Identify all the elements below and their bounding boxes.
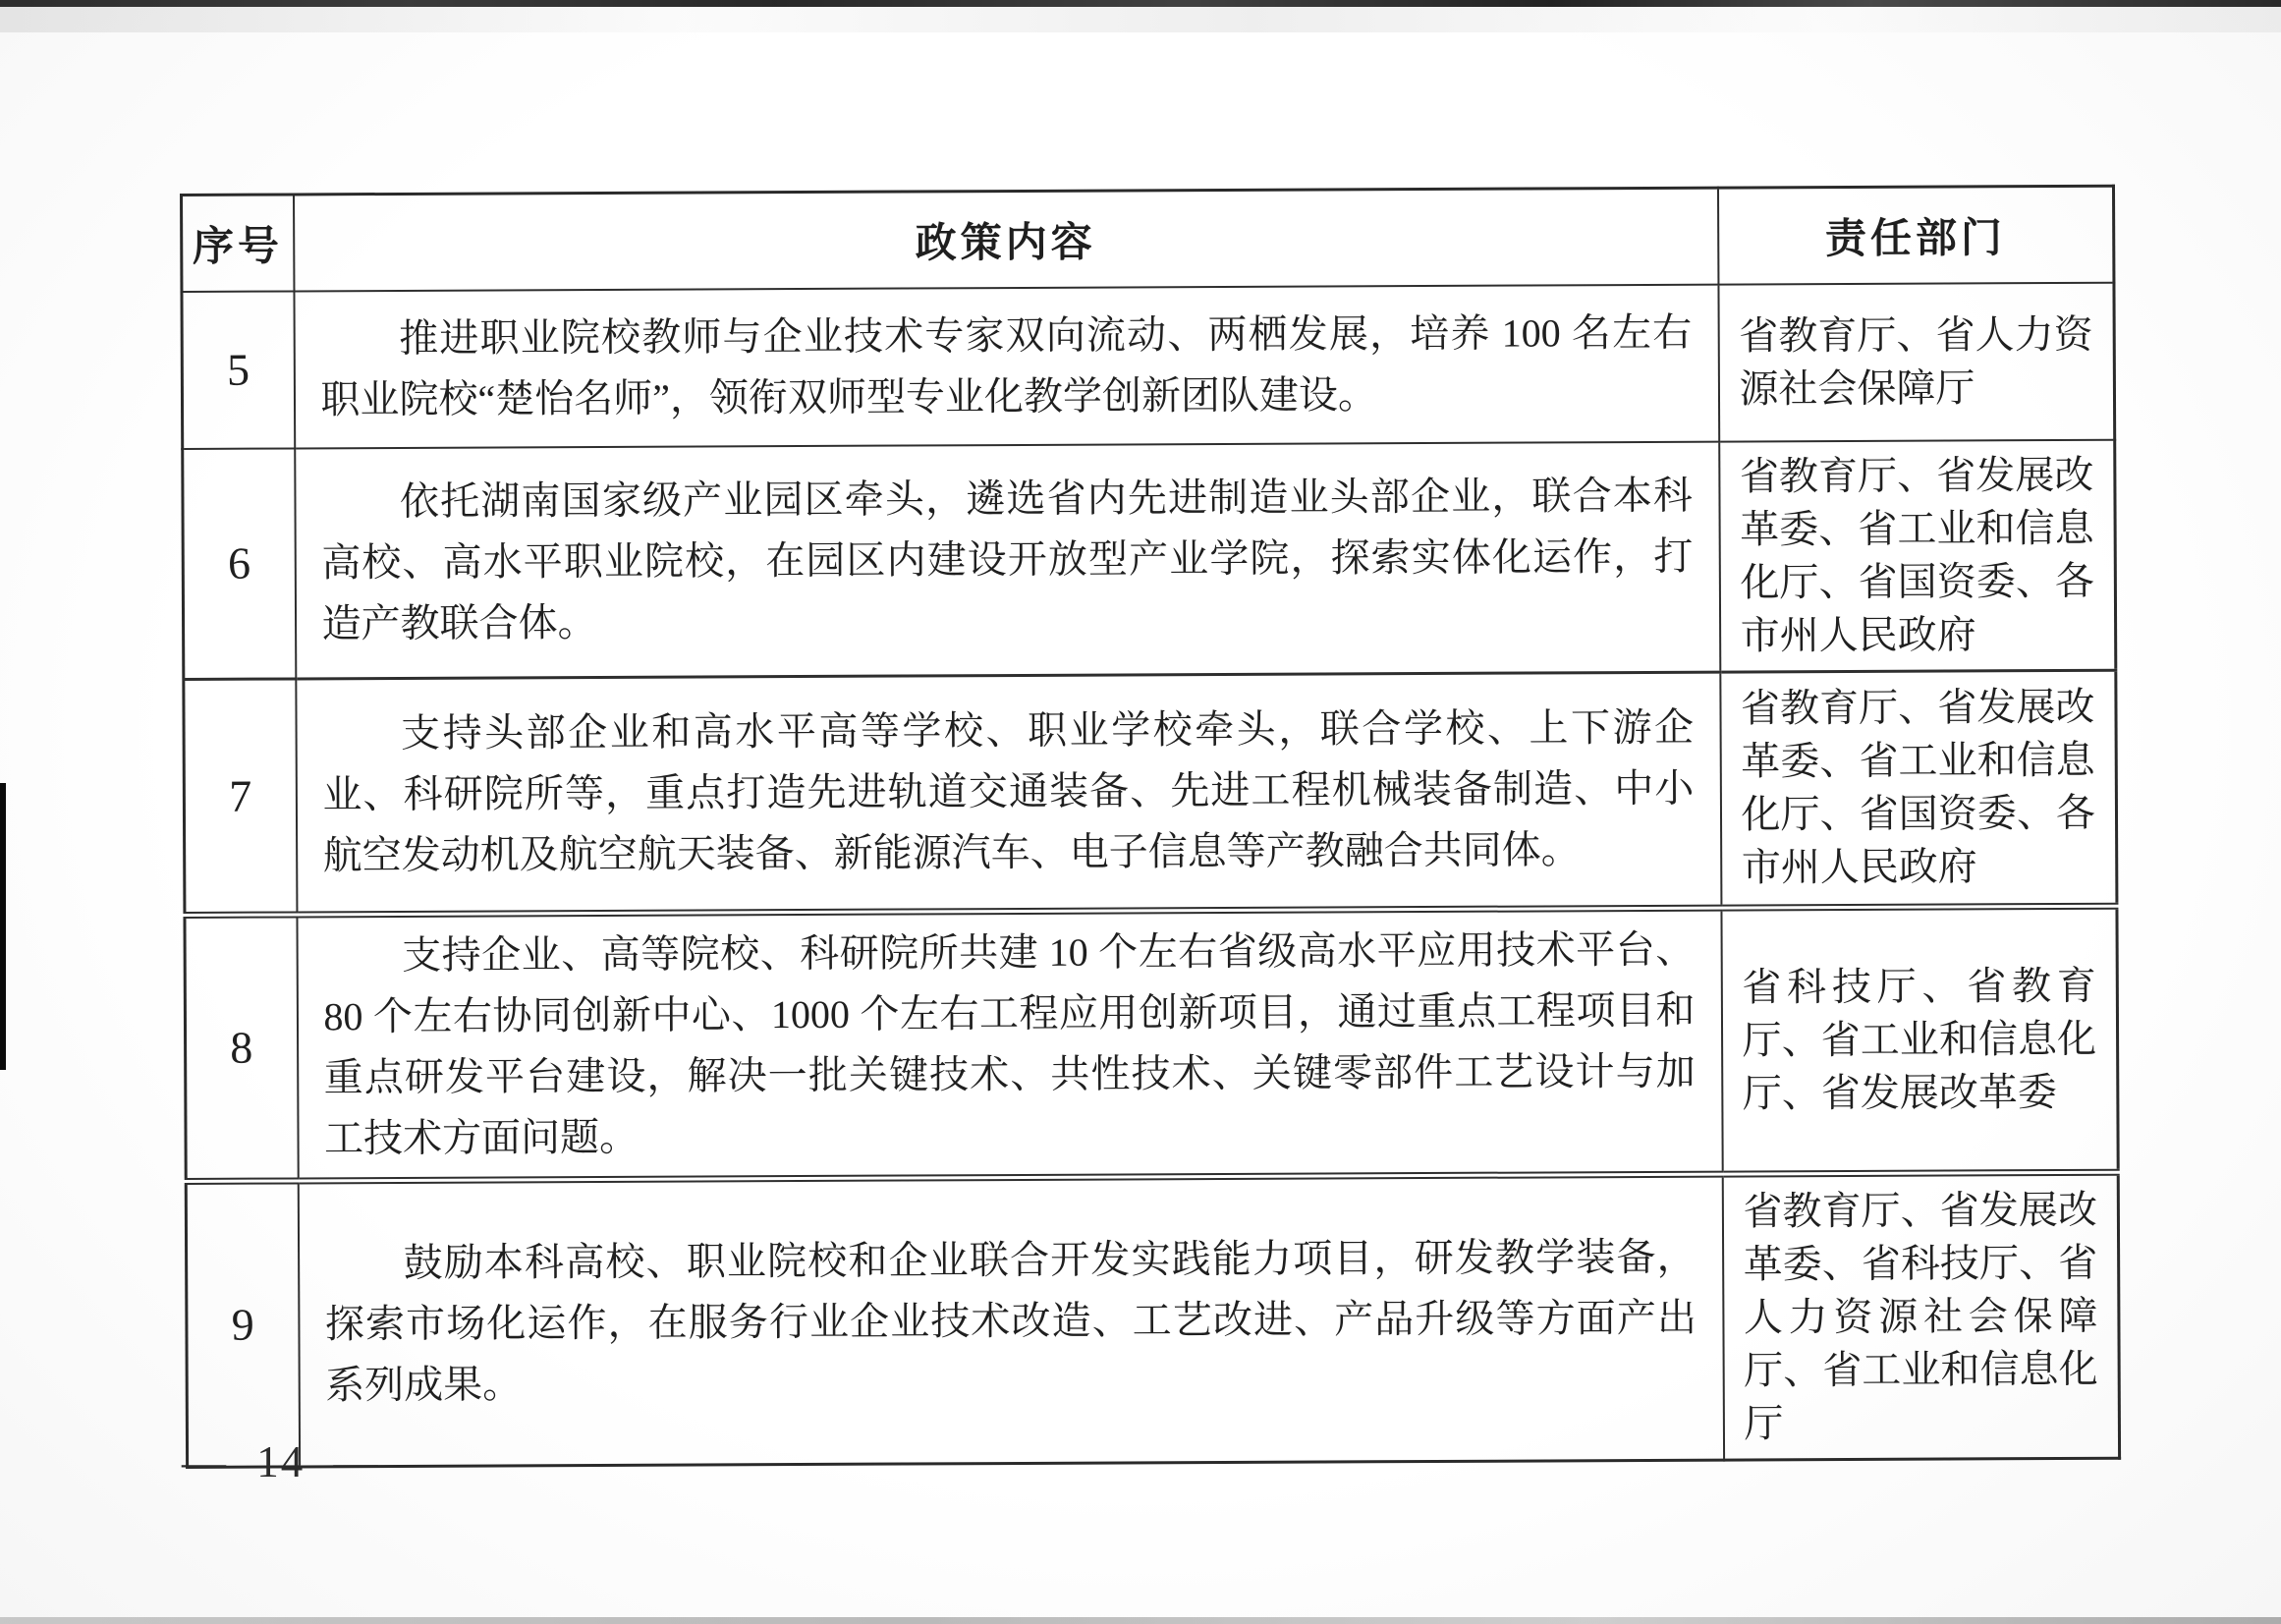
table-row bbox=[182, 282, 2115, 448]
row-department-cell bbox=[1721, 906, 2118, 1174]
table-header-row bbox=[182, 186, 2114, 291]
row-policy-content-cell bbox=[298, 1174, 1723, 1467]
row-department: 省教育厅、省人力资源社会保障厅 bbox=[1739, 311, 2093, 412]
row-index: 5 bbox=[226, 344, 250, 395]
header-department: 责任部门 bbox=[1717, 186, 2113, 284]
row-policy-content: 鼓励本科高校、职业院校和企业联合开发实践能力项目，研发教学装备，探索市场化运作，在服务行业企业技术改造、工艺改进、产品升级等方面产出系列成果。 bbox=[324, 1234, 1697, 1407]
row-policy-content: 支持头部企业和高水平高等学校、职业学校牵头，联合学校、上下游企业、科研院所等，重点打造先进轨道交通装备、先进工程机械装备制造、中小航空发动机及航空航天装备、新能源汽车、电子信息等产教融合共同体。 bbox=[322, 704, 1695, 878]
header-index: 序号 bbox=[182, 195, 294, 292]
scan-artifact-top-smudge bbox=[0, 7, 2281, 32]
row-index-cell bbox=[183, 448, 296, 679]
row-department-cell bbox=[1722, 1172, 2119, 1460]
scan-artifact-left-bar bbox=[0, 783, 6, 1070]
header-policy-content: 政策内容 bbox=[294, 188, 1718, 291]
row-department: 省教育厅、省发展改革委、省工业和信息化厅、省国资委、各市州人民政府 bbox=[1739, 452, 2094, 658]
row-index: 6 bbox=[227, 537, 251, 588]
scan-artifact-bottom-edge bbox=[0, 1617, 2281, 1624]
row-policy-content-cell bbox=[295, 441, 1720, 678]
row-index-cell bbox=[182, 291, 295, 449]
table-row bbox=[186, 1172, 2119, 1467]
row-policy-content-cell bbox=[294, 284, 1719, 448]
policy-table bbox=[180, 185, 2121, 1469]
row-index: 8 bbox=[230, 1022, 253, 1073]
row-index: 9 bbox=[231, 1299, 254, 1350]
row-department: 省教育厅、省发展改革委、省科技厅、省人力资源社会保障厅、省工业和信息化厅 bbox=[1743, 1187, 2098, 1446]
table-row bbox=[185, 906, 2118, 1181]
row-index: 7 bbox=[229, 770, 252, 821]
page-number: — 14 — bbox=[182, 1437, 380, 1486]
row-policy-content: 依托湖南国家级产业园区牵头，遴选省内先进制造业头部企业，联合本科高校、高水平职业院校，在园区内建设开放型产业学院，探索实体化运作，打造产教联合体。 bbox=[321, 473, 1694, 645]
row-policy-content-cell bbox=[296, 672, 1721, 915]
row-policy-content: 支持企业、高等院校、科研院所共建 10 个左右省级高水平应用技术平台、80 个左右协同创新中心、1000 个左右工程应用创新项目，通过重点工程项目和重点研发平台建设，解决一批关键技术、共性技术、关键零部件工艺设计与加工技术方面问题。 bbox=[323, 926, 1696, 1160]
row-department-cell bbox=[1720, 670, 2117, 908]
row-department: 省教育厅、省发展改革委、省工业和信息化厅、省国资委、各市州人民政府 bbox=[1740, 684, 2096, 890]
row-policy-content: 推进职业院校教师与企业技术专家双向流动、两栖发展，培养 100 名左右职业院校“楚怡名师”，领衔双师型专业化教学创新团队建设。 bbox=[320, 309, 1693, 421]
row-department-cell bbox=[1718, 282, 2115, 441]
table-row bbox=[183, 439, 2116, 679]
row-index-cell bbox=[186, 1180, 299, 1467]
row-department-cell bbox=[1719, 439, 2116, 671]
row-index-cell bbox=[185, 914, 298, 1181]
row-policy-content-cell bbox=[297, 908, 1722, 1181]
row-department: 省科技厅、省教育厅、省工业和信息化厅、省发展改革委 bbox=[1742, 963, 2097, 1116]
row-index-cell bbox=[184, 678, 297, 915]
table-row bbox=[184, 670, 2117, 915]
scan-artifact-top-edge bbox=[0, 0, 2281, 7]
